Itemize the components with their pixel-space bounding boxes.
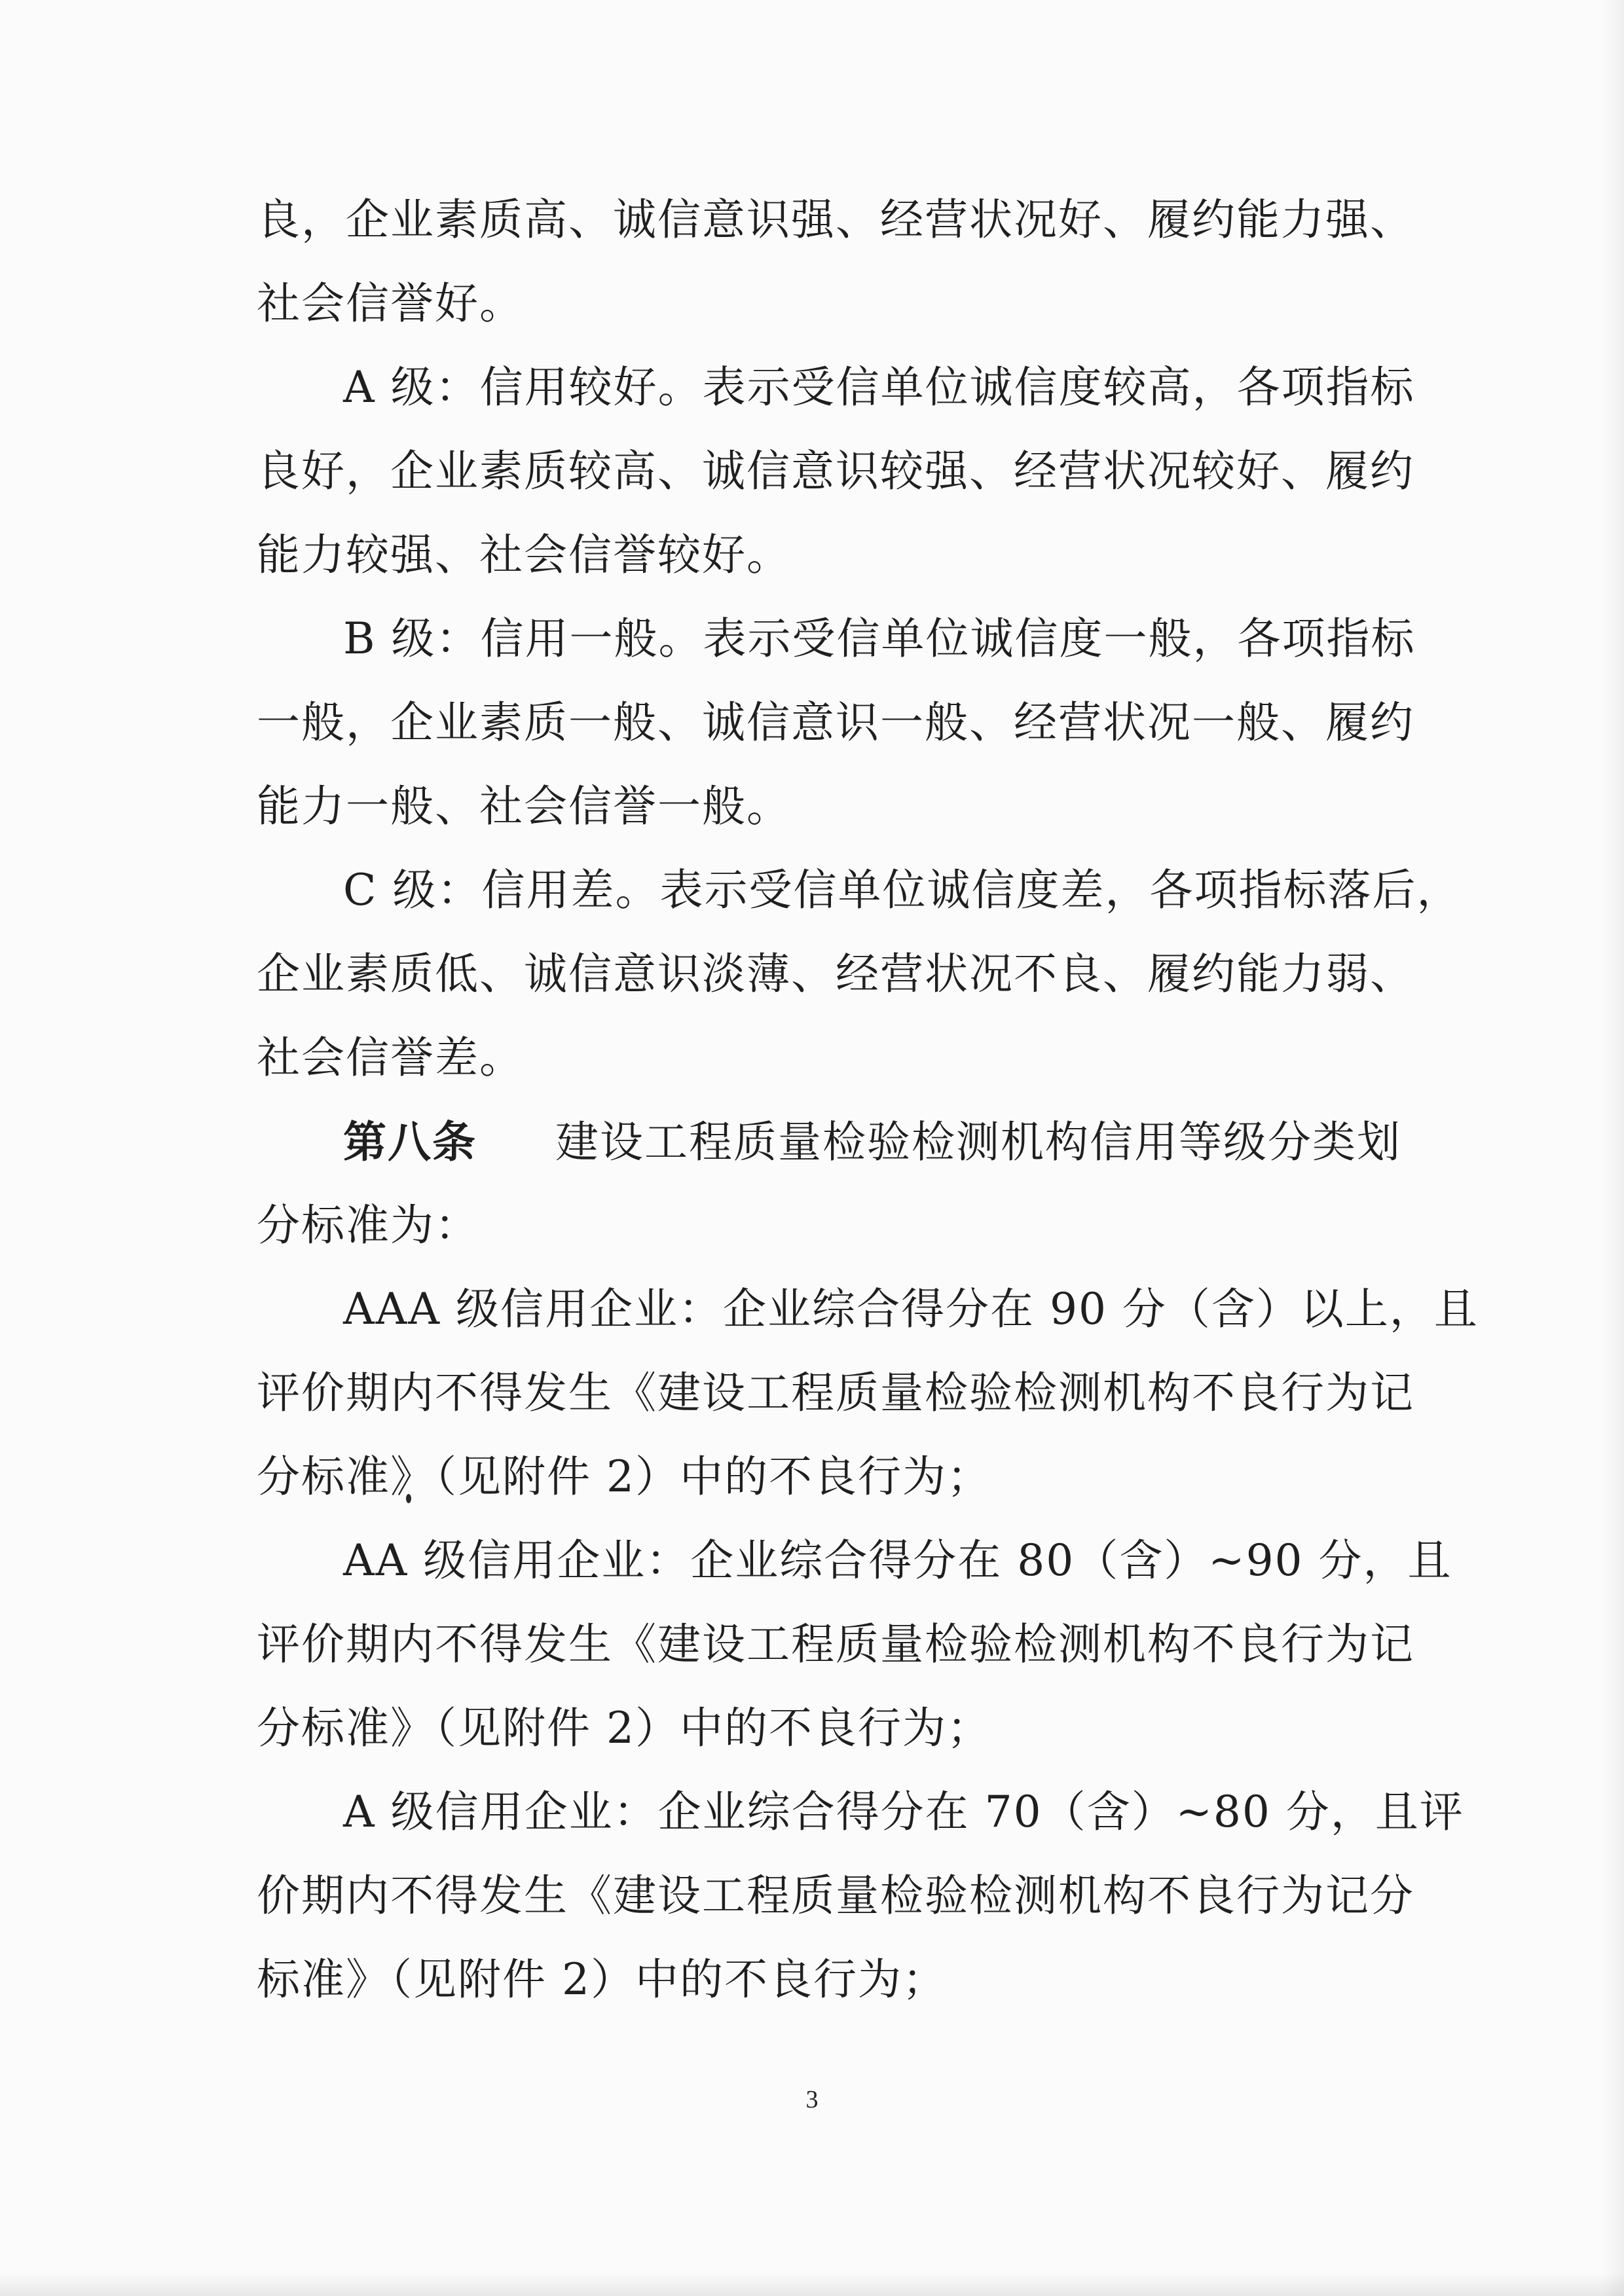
paragraph-line: 标准》（见附件 2）中的不良行为； — [257, 1954, 947, 2005]
paragraph-line: 社会信誉好。 — [257, 278, 524, 329]
document-body — [257, 178, 1479, 2022]
paragraph-line: 能力一般、社会信誉一般。 — [257, 781, 791, 831]
paragraph-line: 能力较强、社会信誉较好。 — [257, 530, 791, 580]
paragraph-line: 评价期内不得发生《建设工程质量检验检测机构不良行为记 — [257, 1368, 1414, 1418]
article-text: 建设工程质量检验检测机构信用等级分类划 — [555, 1117, 1401, 1167]
paragraph-line: 一般，企业素质一般、诚信意识一般、经营状况一般、履约 — [257, 697, 1414, 748]
paragraph-line: C 级：信用差。表示受信单位诚信度差，各项指标落后， — [343, 865, 1462, 915]
paragraph-line: 分标准》（见附件 2）中的不良行为； — [257, 1451, 991, 1502]
paragraph-line: 分标准为： — [257, 1200, 479, 1250]
paragraph-line: 分标准》（见附件 2）中的不良行为； — [257, 1703, 991, 1753]
scan-edge-bottom — [0, 2272, 1624, 2296]
paragraph-line: 评价期内不得发生《建设工程质量检验检测机构不良行为记 — [257, 1619, 1414, 1669]
paragraph-line: A 级信用企业：企业综合得分在 70（含）~80 分，且评 — [343, 1787, 1464, 1837]
paragraph-line: AAA 级信用企业：企业综合得分在 90 分（含）以上，且 — [343, 1284, 1479, 1334]
article-heading-line — [257, 1100, 1409, 1184]
page-number: 3 — [805, 2086, 819, 2113]
paragraph-line: 企业素质低、诚信意识淡薄、经营状况不良、履约能力弱、 — [257, 949, 1414, 999]
paragraph-line: 社会信誉差。 — [257, 1032, 524, 1083]
article-number: 第八条 — [343, 1116, 477, 1167]
paragraph-line: 良，企业素质高、诚信意识强、经营状况好、履约能力强、 — [257, 194, 1414, 245]
paragraph-line: B 级：信用一般。表示受信单位诚信度一般，各项指标 — [343, 613, 1416, 664]
paragraph-line: 价期内不得发生《建设工程质量检验检测机构不良行为记分 — [257, 1870, 1414, 1921]
scan-edge-right — [1602, 0, 1624, 2296]
paragraph-line: A 级：信用较好。表示受信单位诚信度较高，各项指标 — [343, 362, 1415, 412]
paragraph-line: AA 级信用企业：企业综合得分在 80（含）~90 分，且 — [343, 1535, 1452, 1586]
paragraph-line: 良好，企业素质较高、诚信意识较强、经营状况较好、履约 — [257, 446, 1414, 496]
